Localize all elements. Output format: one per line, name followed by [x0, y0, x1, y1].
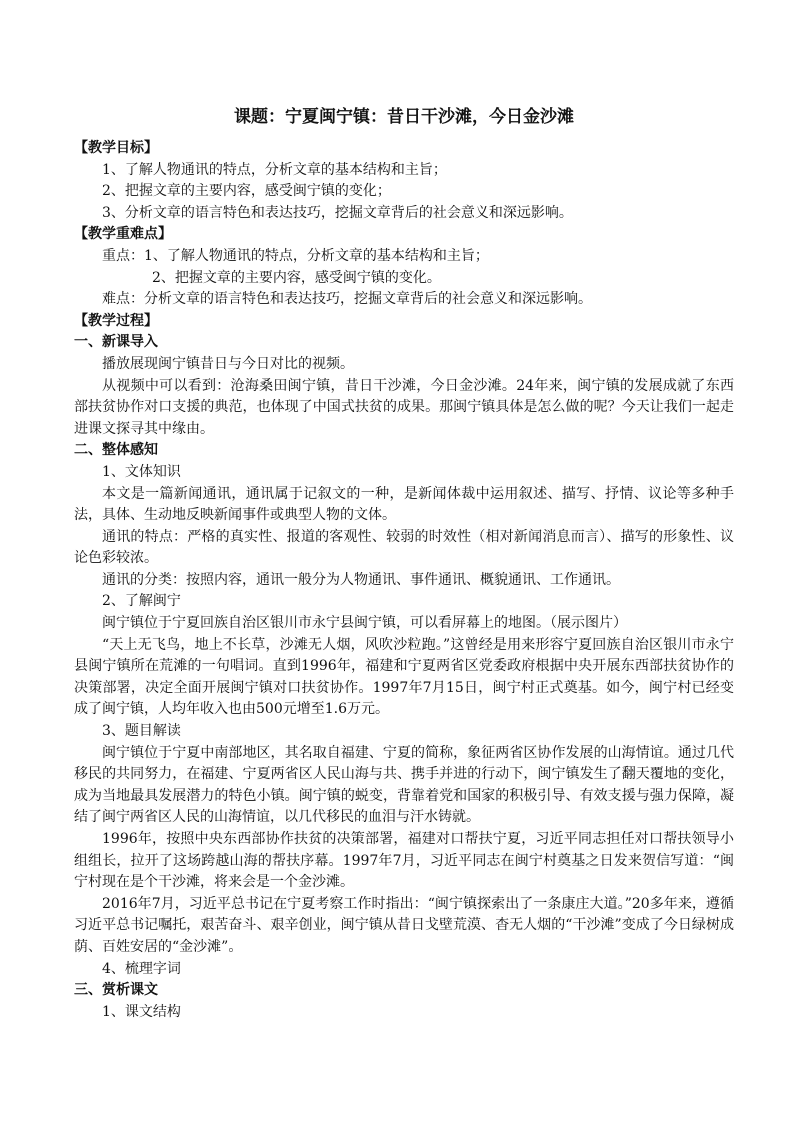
subheading: 4、梳理字词 — [102, 960, 181, 977]
paragraph: “天上无飞鸟，地上不长草，沙滩无人烟，风吹沙粒跑。”这曾经是用来形容宁夏回族自治区银川市永宁县闽宁镇所在荒滩的一句唱词。直到1996年，福建和宁夏两省区党委政府根据中央开展东西部扶贫协作的决策部署，决定全面开展闽宁镇对口扶贫协作。1997年7月15日，闽宁村正式奠基。如今，闽宁村已经变成了闽宁镇，人均年收入也由500元增至1.6万元。 — [74, 636, 734, 718]
paragraph: 本文是一篇新闻通讯，通讯属于记叙文的一种，是新闻体裁中运用叙述、描写、抒情、议论等多种手法，具体、生动地反映新闻事件或典型人物的文体。 — [74, 485, 734, 524]
focus-point-1: 重点：1、了解人物通讯的特点，分析文章的基本结构和主旨； — [102, 247, 489, 264]
page-title: 课题：宁夏闽宁镇：昔日干沙滩，今日金沙滩 — [234, 107, 574, 127]
goal-item: 3、分析文章的语言特色和表达技巧，挖掘文章背后的社会意义和深远影响。 — [102, 204, 573, 221]
paragraph: 通讯的分类：按照内容，通讯一般分为人物通讯、事件通讯、概貌通讯、工作通讯。 — [102, 571, 620, 588]
goal-item: 1、了解人物通讯的特点，分析文章的基本结构和主旨； — [102, 161, 447, 178]
goals-heading: 【教学目标】 — [74, 140, 158, 156]
key-points-heading: 【教学重难点】 — [74, 226, 172, 243]
subheading: 3、题目解读 — [102, 723, 181, 740]
section-heading-analysis: 三、赏析课文 — [74, 982, 158, 999]
subheading: 2、了解闽宁 — [102, 593, 181, 610]
paragraph: 1996年，按照中央东西部协作扶贫的决策部署，福建对口帮扶宁夏，习近平同志担任对口帮扶领导小组组长，拉开了这场跨越山海的帮扶序幕。1997年7月，习近平同志在闽宁村奠基之日发来贺信写道：“闽宁村现在是个干沙滩，将来会是一个金沙滩。 — [74, 831, 734, 891]
paragraph: 通讯的特点：严格的真实性、报道的客观性、较弱的时效性（相对新闻消息而言）、描写的形象性、议论色彩较浓。 — [74, 528, 734, 567]
paragraph: 从视频中可以看到：沧海桑田闽宁镇，昔日干沙滩，今日金沙滩。24年来，闽宁镇的发展成就了东西部扶贫协作对口支援的典范，也体现了中国式扶贫的成果。那闽宁镇具体是怎么做的呢？今天让我们一起走进课文探寻其中缘由。 — [74, 377, 734, 437]
subheading: 1、文体知识 — [102, 463, 181, 480]
section-heading-overview: 二、整体感知 — [74, 442, 158, 459]
paragraph: 闽宁镇位于宁夏中南部地区，其名取自福建、宁夏的简称，象征两省区协作发展的山海情谊。通过几代移民的共同努力，在福建、宁夏两省区人民山海与共、携手并进的行动下，闽宁镇发生了翻天覆地的变化，成为当地最具发展潜力的特色小镇。闽宁镇的蜕变，背靠着党和国家的积极引导、有效支援与强力保障，凝结了闽宁两省区人民的山海情谊，以几代移民的血泪与汗水铸就。 — [74, 744, 734, 826]
goal-item: 2、把握文章的主要内容，感受闽宁镇的变化； — [102, 183, 391, 200]
process-heading: 【教学过程】 — [74, 312, 158, 329]
paragraph: 播放展现闽宁镇昔日与今日对比的视频。 — [102, 355, 354, 372]
paragraph: 2016年7月，习近平总书记在宁夏考察工作时指出：“闽宁镇探索出了一条康庄大道。”20多年来，遵循习近平总书记嘱托，艰苦奋斗、艰辛创业，闽宁镇从昔日戈壁荒漠、杳无人烟的“干沙滩”变成了今日绿树成荫、百姓安居的“金沙滩”。 — [74, 895, 734, 955]
subheading: 1、课文结构 — [102, 1003, 181, 1020]
focus-point-2: 2、把握文章的主要内容，感受闽宁镇的变化。 — [152, 269, 441, 286]
section-heading-intro: 一、新课导入 — [74, 334, 158, 351]
paragraph: 闽宁镇位于宁夏回族自治区银川市永宁县闽宁镇，可以看屏幕上的地图。（展示图片） — [102, 615, 627, 632]
difficulty-point: 难点：分析文章的语言特色和表达技巧，挖掘文章背后的社会意义和深远影响。 — [102, 291, 592, 308]
document-body — [74, 102, 734, 1023]
